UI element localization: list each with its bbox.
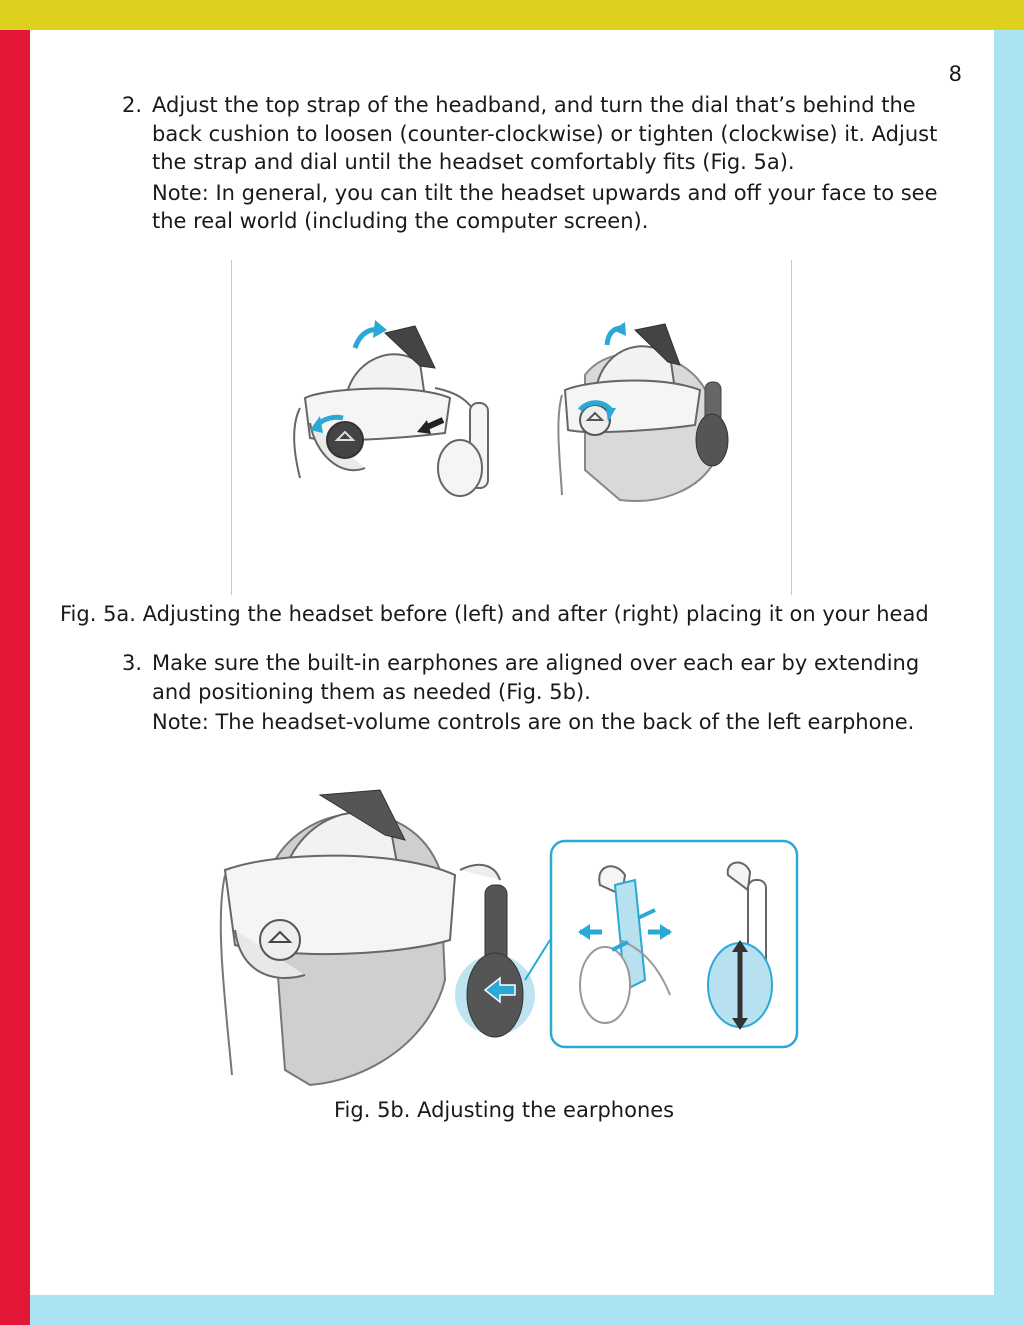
figure-frame-right [791,260,792,595]
figure-5b-caption: Fig. 5b. Adjusting the earphones [334,1098,675,1122]
figure-frame-left [231,260,232,595]
step-2 [122,91,962,236]
headset-after-illustration [550,320,740,510]
step-text: Adjust the top strap of the headband, and turn the dial that’s behind the back cushion to loosen (counter-clockwise) or tighten (clockwise) it. Adjust the strap and dial until the headset comfortably fits (Fig. 5a). [152,93,938,174]
step-number: 2. [122,93,143,117]
headset-earphone-illustration [210,780,545,1090]
step-note: Note: The headset-volume controls are on the back of the left earphone. [152,710,915,734]
earphone-adjustment-inset [550,840,798,1048]
step-number: 3. [122,651,143,675]
headset-before-illustration [285,318,500,513]
right-color-band [994,30,1024,1325]
figure-5a-caption: Fig. 5a. Adjusting the headset before (left) and after (right) placing it on your head [60,602,929,626]
left-color-band [0,30,30,1325]
step-note: Note: In general, you can tilt the headset upwards and off your face to see the real world (including the computer screen). [152,180,938,233]
step-3 [122,649,962,737]
step-text: Make sure the built-in earphones are aligned over each ear by extending and positioning them as needed (Fig. 5b). [152,651,920,704]
page-number: 8 [948,62,962,86]
top-color-band [0,0,1024,30]
bottom-color-band [30,1295,994,1325]
